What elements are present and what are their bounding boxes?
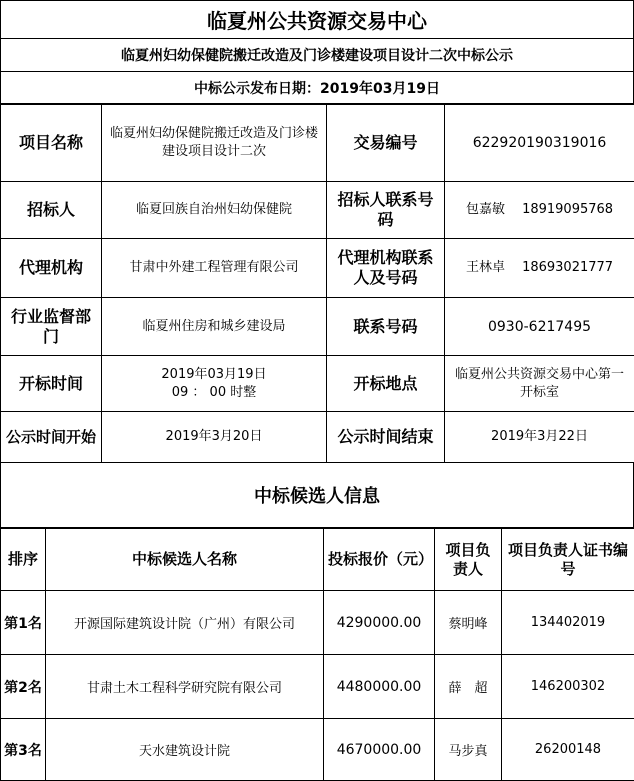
project-name-value: 临夏州妇幼保健院搬迁改造及门诊楼建设项目设计二次 <box>102 105 327 182</box>
candidate-leader: 马步真 <box>435 719 502 781</box>
info-row-tenderer <box>1 182 634 239</box>
header-cert: 项目负责人证书编号 <box>502 529 634 591</box>
agency-value: 甘肃中外建工程管理有限公司 <box>102 239 327 298</box>
tenderer-contact-value: 包嘉敏 18919095768 <box>445 182 634 239</box>
project-info-table <box>0 104 634 463</box>
candidate-cert: 26200148 <box>502 719 634 781</box>
open-place-value: 临夏州公共资源交易中心第一开标室 <box>445 356 634 412</box>
candidate-leader: 薛 超 <box>435 655 502 719</box>
info-row-supervisor <box>1 298 634 356</box>
notice-start-value: 2019年3月20日 <box>102 412 327 463</box>
info-row-project <box>1 105 634 182</box>
supervisor-value: 临夏州住房和城乡建设局 <box>102 298 327 356</box>
header-name: 中标候选人名称 <box>46 529 324 591</box>
header-leader: 项目负责人 <box>435 529 502 591</box>
candidate-cert: 146200302 <box>502 655 634 719</box>
candidate-cert: 134402019 <box>502 591 634 655</box>
supervisor-phone-value: 0930-6217495 <box>445 298 634 356</box>
supervisor-phone-label: 联系号码 <box>327 298 445 356</box>
info-row-agency <box>1 239 634 298</box>
candidates-header-row <box>1 529 634 591</box>
candidate-price: 4670000.00 <box>324 719 435 781</box>
candidate-name: 甘肃土木工程科学研究院有限公司 <box>46 655 324 719</box>
candidate-leader: 蔡明峰 <box>435 591 502 655</box>
open-time-date: 2019年03月19日 <box>161 366 267 382</box>
open-place-label: 开标地点 <box>327 356 445 412</box>
info-row-open <box>1 356 634 412</box>
open-time-label: 开标时间 <box>1 356 102 412</box>
table-row <box>1 655 634 719</box>
candidate-rank: 第3名 <box>1 719 46 781</box>
candidate-price: 4480000.00 <box>324 655 435 719</box>
tenderer-contact-label: 招标人联系号码 <box>327 182 445 239</box>
table-row <box>1 719 634 781</box>
candidate-price: 4290000.00 <box>324 591 435 655</box>
project-name-label: 项目名称 <box>1 105 102 182</box>
candidates-table <box>0 528 634 781</box>
table-row <box>1 591 634 655</box>
candidate-name: 开源国际建筑设计院（广州）有限公司 <box>46 591 324 655</box>
tenderer-label: 招标人 <box>1 182 102 239</box>
agency-contact-label: 代理机构联系人及号码 <box>327 239 445 298</box>
info-row-notice <box>1 412 634 463</box>
open-time-hour: 09 ： 00 时整 <box>171 384 257 400</box>
candidate-name: 天水建筑设计院 <box>46 719 324 781</box>
announcement-subtitle: 临夏州妇幼保健院搬迁改造及门诊楼建设项目设计二次中标公示 <box>0 38 634 71</box>
candidates-section-title: 中标候选人信息 <box>0 462 634 528</box>
agency-contact-value: 王林卓 18693021777 <box>445 239 634 298</box>
header-price: 投标报价（元） <box>324 529 435 591</box>
tenderer-value: 临夏回族自治州妇幼保健院 <box>102 182 327 239</box>
candidate-rank: 第2名 <box>1 655 46 719</box>
page-title: 临夏州公共资源交易中心 <box>0 0 634 38</box>
open-time-value <box>102 356 327 412</box>
agency-label: 代理机构 <box>1 239 102 298</box>
trade-no-value: 622920190319016 <box>445 105 634 182</box>
notice-start-label: 公示时间开始 <box>1 412 102 463</box>
notice-end-value: 2019年3月22日 <box>445 412 634 463</box>
header-rank: 排序 <box>1 529 46 591</box>
candidate-rank: 第1名 <box>1 591 46 655</box>
publish-date: 中标公示发布日期：2019年03月19日 <box>0 71 634 104</box>
notice-end-label: 公示时间结束 <box>327 412 445 463</box>
supervisor-label: 行业监督部门 <box>1 298 102 356</box>
trade-no-label: 交易编号 <box>327 105 445 182</box>
